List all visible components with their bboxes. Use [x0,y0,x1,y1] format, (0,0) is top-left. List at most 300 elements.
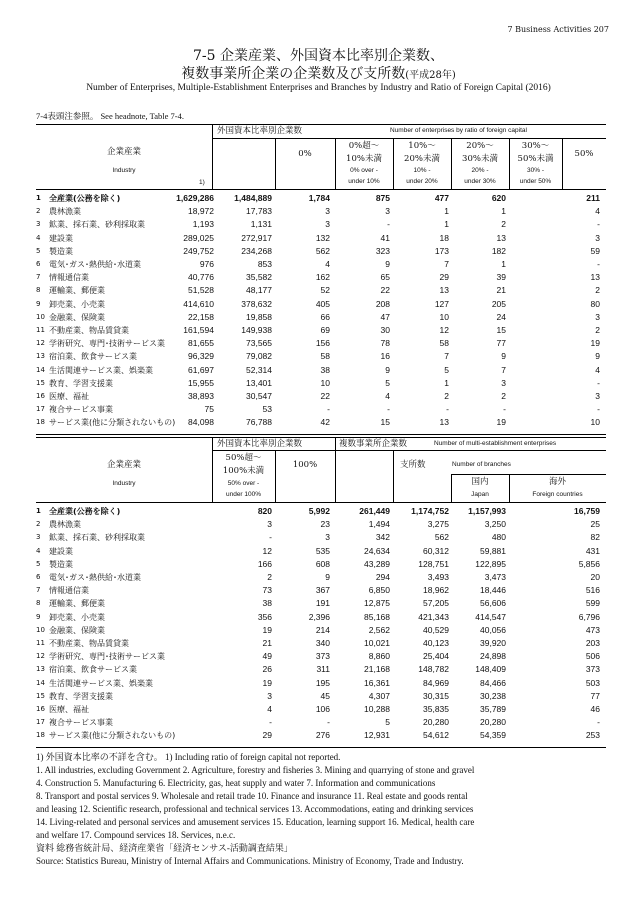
row-industry-label: 製造業 [49,559,73,569]
table-cell: 20,280 [423,717,449,728]
table-cell: 414,547 [475,611,506,622]
table-row [36,416,606,429]
row-number: 13 [36,665,45,674]
table2-branches-en: Number of branches [452,461,511,468]
table-cell: 38 [320,364,330,375]
table-cell: 12,931 [364,730,390,741]
table-cell: 79,082 [246,351,272,362]
table1-col-header-jp2: 20%未満 [404,154,440,164]
table-cell: 5,992 [308,506,330,516]
footnote-line: 1) 外国資本比率の不詳を含む。 1) Including ratio of foreign capital not reported. [36,752,341,762]
table-row [36,663,606,676]
table-cell: 81,655 [188,338,214,349]
row-number: 9 [36,612,41,621]
row-number: 4 [36,233,41,242]
table2-divider [393,450,394,502]
table-cell: 340 [315,638,330,648]
table-cell: 75 [204,404,214,415]
row-industry-label: 全産業(公務を除く) [49,194,121,203]
table-cell: 19,858 [246,311,272,322]
table-cell: 3,275 [427,519,449,530]
table1-col-header-jp2: 30%未満 [462,154,498,164]
row-number: 2 [36,207,41,216]
row-industry-label: 教育、学習支援業 [49,378,113,388]
table-row [36,390,606,403]
table-cell: 25 [590,519,600,530]
table1-industry-jp: 企業産業 [106,147,141,157]
footnote-line: 8. Transport and postal services 9. Wholesale and retail trade 10. Finance and insurance 11. Real estate and goods rental [36,791,468,801]
row-industry-label: 卸売業、小売業 [49,612,105,622]
table-cell: 38,893 [188,391,214,401]
table-cell: 18,446 [480,585,506,596]
table-cell: 47 [380,311,390,322]
row-number: 4 [36,546,41,555]
table-cell: 3 [595,311,600,322]
table-cell: 405 [315,298,330,309]
row-industry-label: 鉱業、採石業、砂利採取業 [49,533,145,543]
table-cell: 853 [257,259,272,269]
table2-col-100pct: 100% [292,460,318,470]
table-cell: 10 [590,417,600,428]
table-cell: 128,751 [418,558,449,569]
table1-col-header-en1: 30% - [527,167,544,174]
table-cell: 19 [590,338,600,349]
table-cell: 106 [315,704,330,714]
table-title-english: Number of Enterprises, Multiple-Establishment Enterprises and Branches by Industry and Ratio of Foreign Capital (2016) [86,83,551,93]
table-cell: 875 [375,193,390,203]
table-cell: 9 [385,364,390,375]
table-row [36,218,606,231]
table-row [36,192,606,205]
table-row [36,716,606,729]
table-cell: 13 [590,272,600,283]
table-cell: 5 [444,364,449,375]
table-cell: 477 [434,193,449,203]
table-cell: 272,917 [241,232,272,243]
row-number: 6 [36,260,41,268]
table-cell: 35,582 [246,272,272,283]
table-cell: 3 [501,377,506,388]
row-industry-label: 学術研究、専門･技術サービス業 [49,652,165,662]
row-number: 17 [36,405,45,414]
table-row [36,232,606,245]
table-cell: 3 [267,519,272,530]
table-cell: - [387,404,390,415]
table1-bottom-rule [36,434,606,435]
table-cell: 421,343 [418,611,449,622]
table-cell: 1 [501,206,506,217]
table-cell: 35,789 [480,704,506,714]
table1-col-header-jp2: 50%未満 [517,154,554,164]
row-number: 7 [36,273,41,282]
table-cell: 182 [491,245,506,256]
table-cell: 19 [496,417,506,428]
table-row [36,364,606,377]
table-row [36,311,606,324]
table-cell: - [327,717,330,728]
table1-header-rule [36,189,606,190]
table1-col-header-en2: under 10% [348,178,380,185]
table-cell: 8,860 [368,651,390,662]
table-cell: 30 [380,325,390,335]
row-number: 16 [36,705,45,713]
table1-top-rule [36,124,606,125]
table2-col-header-en1: 50% over - [227,480,260,487]
table-cell: 4 [595,364,600,375]
table-cell: 203 [585,638,600,648]
table-cell: - [387,219,390,230]
table-cell: 289,025 [183,232,214,243]
table-cell: 1 [444,219,449,230]
row-industry-label: サービス業(他に分類されないもの) [49,731,176,741]
table-cell: 53 [262,404,272,415]
table-row [36,571,606,584]
table1-col-header-en1: 20% - [471,167,489,174]
table-row [36,729,606,742]
table-cell: 599 [585,598,600,609]
table-title-line2 [0,63,637,83]
table-cell: 378,632 [241,298,272,309]
table1-col-header-jp1: 0%超～ [348,141,380,151]
table-cell: - [597,377,600,388]
table-cell: 73 [262,585,272,596]
table2-col-header-en2: under 100% [225,491,262,498]
table-row [36,611,606,624]
row-industry-label: 電気･ガス･熱供給･水道業 [49,260,141,269]
table2-group2-title-jp: 複数事業所企業数 [339,439,408,449]
table-cell: - [503,404,506,415]
table2-group-rule [212,450,606,451]
table-cell: 1,629,286 [176,193,214,203]
table-cell: 7 [501,364,506,375]
table-cell: 10 [320,377,330,388]
row-industry-label: 生活関連サービス業、娯楽業 [49,365,153,375]
table-row [36,271,606,284]
table-cell: 76,788 [246,417,272,428]
table-cell: 1,131 [250,219,272,230]
table-cell: 69 [320,325,330,335]
table-cell: 61,697 [188,364,214,375]
table-cell: 52 [320,285,330,296]
row-industry-label: 宿泊業、飲食サービス業 [49,665,137,675]
table-cell: 18,962 [423,585,449,596]
row-industry-label: サービス業(他に分類されないもの) [49,418,176,428]
row-number: 13 [36,352,45,361]
table-cell: 13 [439,285,449,296]
table-cell: 1,193 [192,219,214,230]
table-cell: 77 [496,338,506,349]
table-cell: 3,250 [484,519,506,530]
table-cell: 3 [595,391,600,401]
row-number: 15 [36,691,45,700]
table-cell: 535 [315,545,330,556]
table-cell: 18 [439,232,449,243]
row-industry-label: 製造業 [49,246,73,256]
row-industry-label: 運輸業、郵便業 [49,599,105,609]
table-cell: 261,449 [359,506,390,516]
table-row [36,690,606,703]
table-cell: 214 [315,624,330,635]
table-cell: 13,401 [246,377,272,388]
row-industry-label: 宿泊業、飲食サービス業 [49,352,137,362]
table-cell: 9 [595,351,600,362]
table-cell: 1,484,889 [234,193,272,203]
table1-group-title-en: Number of enterprises by ratio of foreign capital [390,127,527,134]
row-industry-label: 学術研究、専門･技術サービス業 [49,339,165,349]
table-cell: 40,056 [480,624,506,635]
table-cell: 82 [590,532,600,543]
table-cell: 6,850 [368,585,390,596]
table2-foreign-jp: 海外 [548,477,566,487]
table-row [36,650,606,663]
table-cell: 162 [315,272,330,283]
table-row [36,545,606,558]
table-cell: 54,359 [480,730,506,741]
table1-col-50pct: 50% [574,149,594,159]
table-cell: 39 [496,272,506,283]
table-row [36,350,606,363]
row-industry-label: 不動産業、物品賃貸業 [49,326,129,335]
table-cell: 41 [380,232,390,243]
table-cell: 562 [434,532,449,543]
table-cell: 1,174,752 [411,506,449,516]
table-row [36,337,606,350]
row-industry-label: 建設業 [49,546,73,556]
table-cell: 3 [325,219,330,230]
row-number: 12 [36,339,45,348]
row-industry-label: 医療、福祉 [49,705,89,714]
table2-domestic-jp: 国内 [471,477,489,487]
table-cell: 60,312 [423,545,449,556]
row-industry-label: 情報通信業 [49,273,89,283]
headnote: 7-4表頭注参照。 See headnote, Table 7-4. [36,111,184,121]
table-cell: 506 [585,651,600,662]
table-row [36,531,606,544]
table-cell: 16,361 [364,677,390,688]
table1-col-header-jp1: 30%～ [521,141,550,151]
table-row [36,377,606,390]
table-cell: 15,955 [188,377,214,388]
table2-divider [335,437,336,502]
table-cell: 16,759 [574,506,600,516]
table2-group1-title-jp: 外国資本比率別企業数 [217,439,303,449]
table-cell: 191 [315,598,330,609]
table-cell: 25,404 [423,651,449,662]
table-cell: 52,314 [246,364,272,375]
table-cell: 9 [385,259,390,269]
table-cell: 13 [496,232,506,243]
row-number: 3 [36,220,41,229]
table-cell: 48,177 [246,285,272,296]
table-cell: 15 [380,417,390,428]
table-cell: 3 [595,232,600,243]
table-row [36,403,606,416]
table-cell: 5 [385,717,390,728]
row-number: 15 [36,378,45,387]
table-cell: 59,881 [480,545,506,556]
table-cell: 57,205 [423,598,449,609]
table-row [36,518,606,531]
table-cell: 2 [595,285,600,296]
table-cell: 56,606 [480,598,506,609]
table-cell: 3,493 [427,572,449,582]
table-cell: 1,157,993 [468,506,506,516]
footnote-line: Source: Statistics Bureau, Ministry of Internal Affairs and Communications. Ministry of Economy, Trade and Industry. [36,856,464,866]
table1-group-title-jp: 外国資本比率別企業数 [217,126,303,136]
table-row [36,245,606,258]
table1-col-header-en1: 10% - [413,167,431,174]
table-cell: 85,168 [364,611,390,622]
row-number: 12 [36,652,45,661]
table-cell: 431 [585,545,600,556]
table-cell: 294 [375,572,390,582]
table-cell: 7 [444,351,449,362]
table-cell: 503 [585,677,600,688]
table1-col-header-jp1: 20%～ [466,141,494,151]
table-cell: 2,562 [368,624,390,635]
table-cell: 40,123 [423,638,449,648]
table-cell: 161,594 [183,325,214,335]
row-number: 18 [36,418,45,427]
footnote-line: and welfare 17. Compound services 18. Services, n.e.c. [36,830,236,840]
table-cell: 40,776 [188,272,214,283]
table-row [36,324,606,337]
row-number: 1 [36,507,41,515]
table-cell: 30,238 [480,690,506,701]
table-cell: 1,784 [308,193,330,203]
table-cell: 58 [439,338,449,349]
table-cell: 323 [375,245,390,256]
table-cell: 976 [199,259,214,269]
footnote-line: and leasing 12. Scientific research, professional and technical services 13. Accommodations, eating and drinking services [36,804,474,814]
table-cell: 21 [496,285,506,296]
table-row [36,703,606,716]
table1-divider [275,138,276,189]
table-cell: 127 [434,298,449,309]
row-number: 11 [36,326,45,334]
table-cell: 208 [375,298,390,309]
table-cell: 16 [380,351,390,362]
table-cell: 3 [325,532,330,543]
table-cell: 19 [262,624,272,635]
table-row [36,584,606,597]
table-cell: 30,315 [423,690,449,701]
table-cell: 9 [325,572,330,582]
row-industry-label: 複合サービス事業 [49,718,113,728]
table-cell: 45 [320,690,330,701]
running-header: 7 Business Activities 207 [507,25,609,34]
row-number: 11 [36,639,45,647]
table-cell: - [597,717,600,728]
table-cell: 21 [262,638,272,648]
table1-col-header-en2: under 50% [519,178,552,185]
table-cell: 2,396 [308,611,330,622]
table-cell: 149,938 [241,325,272,335]
row-industry-label: 情報通信業 [49,586,89,596]
title-year-note: (平成28年) [405,70,456,81]
footnotes [36,751,611,868]
table-cell: 2 [267,572,272,582]
table-cell: - [269,532,272,543]
table-cell: 253 [585,730,600,741]
table-cell: 84,098 [188,417,214,428]
table-cell: - [597,259,600,269]
table-cell: 13 [439,417,449,428]
table-cell: 21,168 [364,664,390,675]
table-row [36,505,606,518]
table-cell: 148,409 [475,664,506,675]
row-industry-label: 生活関連サービス業、娯楽業 [49,678,153,688]
table-cell: 211 [586,193,600,203]
table-cell: 18,972 [188,206,214,217]
table-cell: 373 [315,651,330,662]
table2-header-rule [36,502,606,503]
table-cell: 38 [262,598,272,609]
table-cell: 2 [595,325,600,335]
table-cell: 6,796 [578,611,600,622]
table-cell: 15 [496,325,506,335]
table-cell: 20,280 [480,717,506,728]
table-cell: 4 [267,704,272,714]
table-cell: 5 [385,377,390,388]
table2-top-rule [36,437,606,438]
table-cell: 2 [501,219,506,230]
table2-domestic-en: Japan [471,491,489,498]
table1-note-marker: 1) [199,179,205,186]
row-number: 8 [36,599,41,608]
table-cell: 20 [590,572,600,582]
table-cell: 480 [491,532,506,543]
table-cell: 4 [595,206,600,217]
table-cell: 148,782 [418,664,449,675]
table-cell: 54,612 [423,730,449,741]
table-row [36,624,606,637]
row-number: 5 [36,246,41,255]
table-cell: 49 [262,651,272,662]
row-industry-label: 鉱業、採石業、砂利採取業 [49,220,145,230]
table-cell: 65 [380,272,390,283]
row-industry-label: 農林漁業 [49,207,81,217]
table-row [36,637,606,650]
table1-col-header-jp2: 10%未満 [346,154,382,164]
table-cell: 3 [267,690,272,701]
table-cell: 39,920 [480,638,506,648]
table-cell: 96,329 [188,351,214,362]
table-cell: 132 [315,232,330,243]
table-cell: 1,494 [368,519,390,530]
row-industry-label: 不動産業、物品賃貸業 [49,639,129,648]
table-row [36,597,606,610]
table-cell: 367 [315,585,330,596]
table1-industry-en: Industry [112,167,136,174]
table-cell: 80 [590,298,600,309]
table2-branch-rule [451,474,606,475]
table2-branches-jp: 支所数 [400,460,426,470]
table-cell: 43,289 [364,558,390,569]
table-cell: 51,528 [188,285,214,296]
table-cell: 608 [315,558,330,569]
table-cell: - [269,717,272,728]
table-cell: 173 [434,245,449,256]
table-row [36,258,606,271]
row-number: 7 [36,586,41,595]
row-number: 5 [36,559,41,568]
table-cell: 122,895 [475,558,506,569]
row-industry-label: 教育、学習支援業 [49,691,113,701]
footnote-line: 4. Construction 5. Manufacturing 6. Electricity, gas, heat supply and water 7. Information and communications [36,778,436,788]
table-cell: 12 [262,545,272,556]
row-number: 10 [36,625,45,634]
